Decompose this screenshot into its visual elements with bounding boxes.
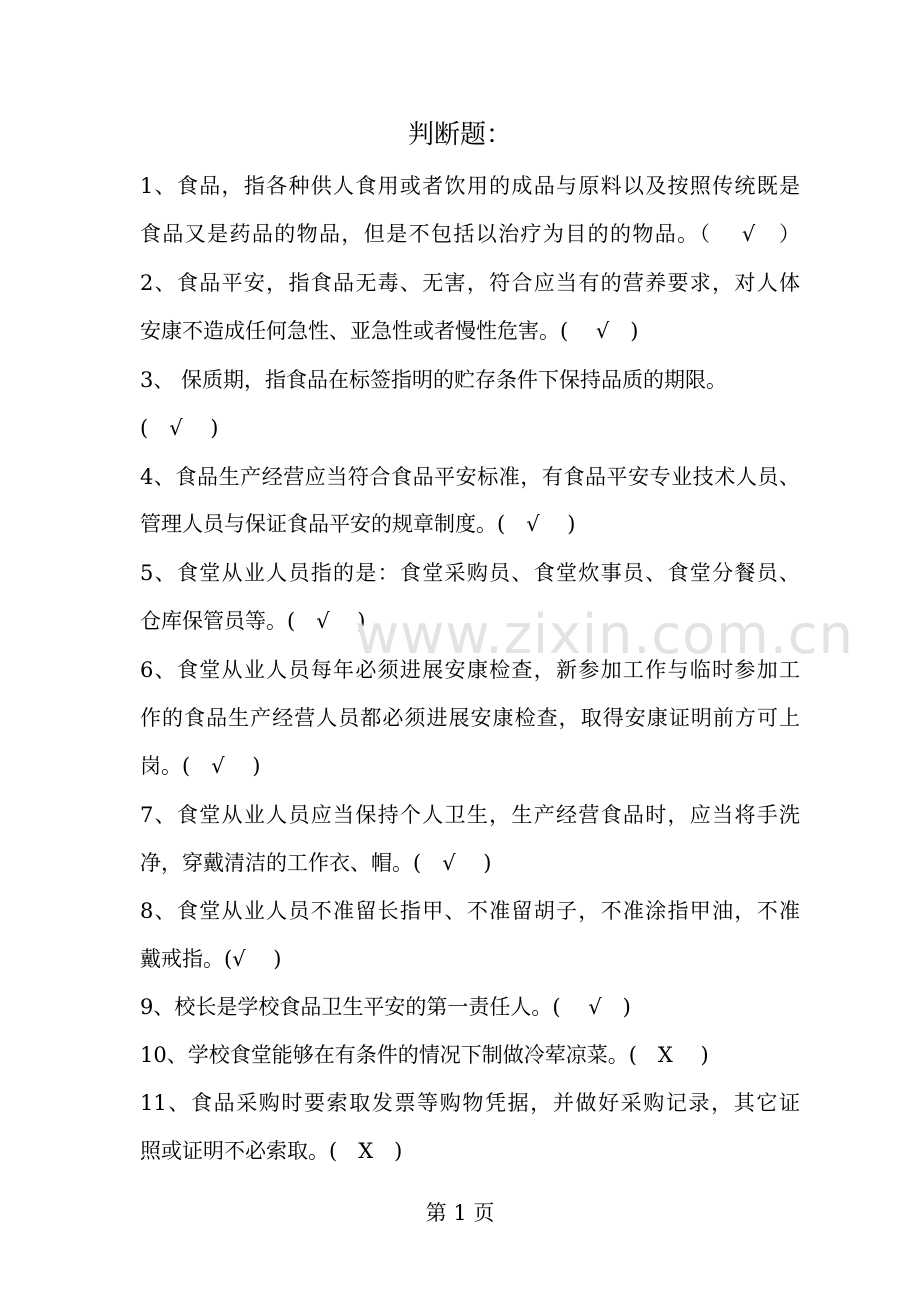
question-3-line-2: ( √ ) (140, 416, 219, 440)
question-10-line-1: 10、学校食堂能够在有条件的情况下制做冷荤凉菜。( X ) (140, 1043, 709, 1067)
page-title: 判断题： (407, 120, 512, 150)
question-2-line-2: 安康不造成任何急性、亚急性或者慢性危害。( √ ) (140, 319, 639, 343)
question-7-line-1: 7、食堂从业人员应当保持个人卫生，生产经营食品时，应当将手洗 (140, 803, 800, 827)
question-8-line-2: 戴戒指。(√ ) (140, 947, 282, 971)
question-11-line-2: 照或证明不必索取。( X ) (140, 1139, 403, 1163)
question-6-line-1: 6、食堂从业人员每年必须进展安康检查，新参加工作与临时参加工 (140, 658, 800, 682)
watermark: www.zixin.com.cn (355, 603, 854, 666)
question-11-line-1: 11、食品采购时要索取发票等购物凭据，并做好采购记录，其它证 (140, 1091, 800, 1115)
question-7-line-2: 净，穿戴清洁的工作衣、帽。( √ ) (140, 851, 492, 875)
question-4-line-1: 4、食品生产经营应当符合食品平安标准，有食品平安专业技术人员、 (140, 465, 800, 489)
question-6-line-3: 岗。( √ ) (140, 754, 261, 778)
question-3-line-1: 3、 保质期，指食品在标签指明的贮存条件下保持品质的期限。 (140, 368, 728, 392)
question-1-line-2: 食品又是药品的物品，但是不包括以治疗为目的的物品。（ √ ） (140, 222, 800, 246)
question-8-line-1: 8、食堂从业人员不准留长指甲、不准留胡子，不准涂指甲油，不准 (140, 899, 800, 923)
question-6-line-2: 作的食品生产经营人员都必须进展安康检查，取得安康证明前方可上 (140, 706, 800, 730)
question-2-line-1: 2、食品平安，指食品无毒、无害，符合应当有的营养要求，对人体 (140, 271, 800, 295)
question-1-line-1: 1、食品，指各种供人食用或者饮用的成品与原料以及按照传统既是 (140, 174, 800, 198)
question-4-line-2: 管理人员与保证食品平安的规章制度。( √ ) (140, 512, 576, 536)
question-5-line-1: 5、食堂从业人员指的是：食堂采购员、食堂炊事员、食堂分餐员、 (140, 561, 800, 585)
question-9-line-1: 9、校长是学校食品卫生平安的第一责任人。( √ ) (140, 995, 631, 1019)
page-number: 第 1 页 (425, 1201, 495, 1225)
question-5-line-2: 仓库保管员等。( √ ) (140, 609, 366, 633)
